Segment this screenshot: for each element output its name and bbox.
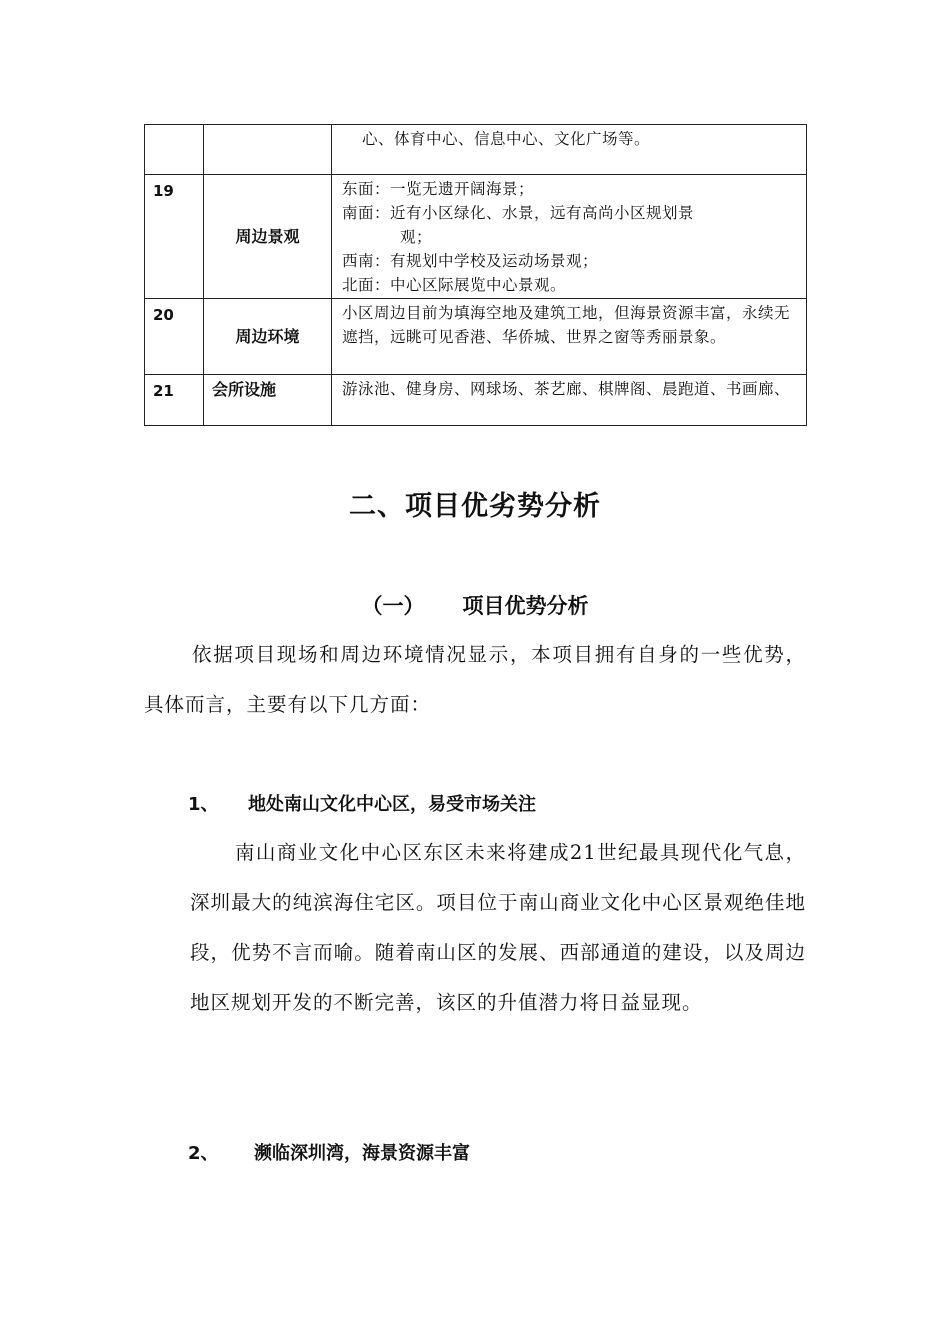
- row-name-cell: 周边环境: [204, 299, 332, 375]
- subsection-title: [0, 590, 950, 620]
- table-row: [145, 125, 807, 175]
- point-body: 南山商业文化中心区东区未来将建成21世纪最具现代化气息，深圳最大的纯滨海住宅区。项目位于南山商业文化中心区景观绝佳地段，优势不言而喻。随着南山区的发展、西部通道的建设，以及周边地区规划开发的不断完善，该区的升值潜力将日益显现。: [190, 841, 806, 1014]
- point-index: 1、: [188, 794, 219, 815]
- desc-line: 观；: [400, 228, 433, 246]
- row-number-cell: 20: [145, 299, 204, 375]
- desc-line: 西南：有规划中学校及运动场景观；: [342, 252, 599, 270]
- row-name-cell: 周边景观: [204, 175, 332, 299]
- subsection-title-text: 项目优势分析: [462, 594, 589, 618]
- row-name-cell: [204, 125, 332, 175]
- project-info-table: [144, 124, 807, 426]
- row-name-cell: 会所设施: [204, 375, 332, 426]
- table-row: [145, 375, 807, 426]
- desc-line: 北面：中心区际展览中心景观。: [342, 276, 567, 294]
- intro-paragraph: 依据项目现场和周边环境情况显示，本项目拥有自身的一些优势，具体而言，主要有以下几方面：: [144, 643, 806, 716]
- point-title: 地处南山文化中心区，易受市场关注: [248, 794, 536, 815]
- row-desc-cell: [332, 299, 807, 375]
- point-heading: [188, 790, 536, 816]
- point-index: 2、: [188, 1143, 219, 1164]
- table-row: [145, 299, 807, 375]
- row-number-cell: 21: [145, 375, 204, 426]
- desc-line: 游泳池、健身房、网球场、茶艺廊、棋牌阁、晨跑道、书画廊、: [342, 380, 791, 398]
- desc-line: 小区周边目前为填海空地及建筑工地，但海景资源丰富，永续无遮挡，远眺可见香港、华侨城、世界之窗等秀丽景象。: [342, 304, 791, 346]
- desc-line: 东面：一览无遗开阔海景；: [342, 180, 535, 198]
- row-desc-cell: [332, 125, 807, 175]
- row-desc-cell: [332, 175, 807, 299]
- point-heading: [188, 1139, 470, 1165]
- desc-line: 心、体育中心、信息中心、文化广场等。: [362, 130, 651, 148]
- row-number-cell: 19: [145, 175, 204, 299]
- desc-line: 南面：近有小区绿化、水景，远有高尚小区规划景: [342, 204, 695, 222]
- row-desc-cell: [332, 375, 807, 426]
- section-title: 二、项目优劣势分析: [349, 491, 601, 522]
- subsection-index: （一）: [361, 594, 425, 618]
- point-title: 濒临深圳湾，海景资源丰富: [254, 1143, 470, 1164]
- table-row: [145, 175, 807, 299]
- row-number-cell: [145, 125, 204, 175]
